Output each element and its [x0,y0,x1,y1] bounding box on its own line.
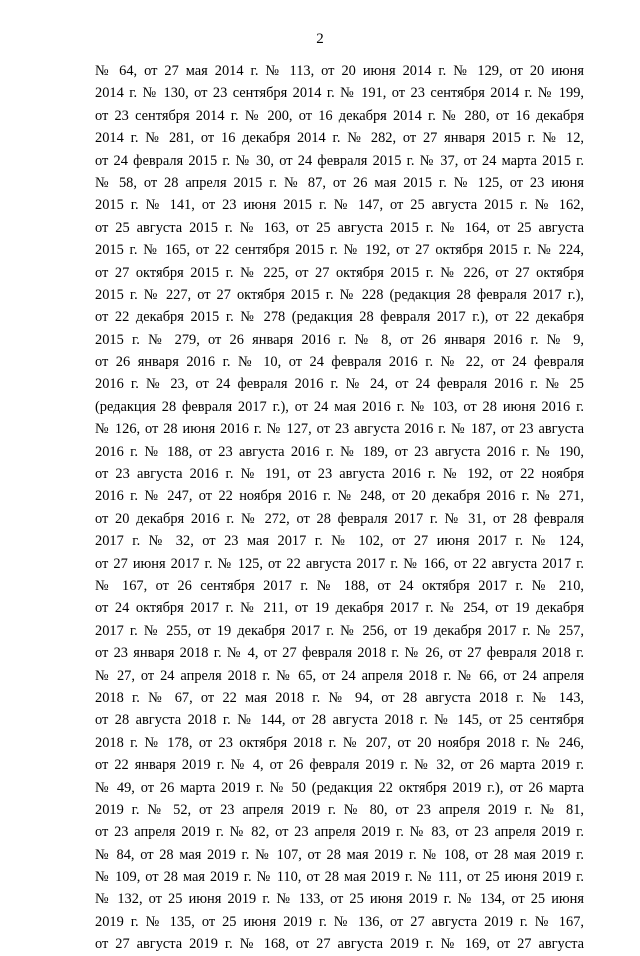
page-number: 2 [316,31,324,47]
text-line: от 27 июня 2017 г. № 125, от 22 августа 2017 г. № 166, от 22 августа 2017 г. [95,555,584,572]
text-line: № 49, от 26 марта 2019 г. № 50 (редакция 22 октября 2019 г.), от 26 марта [95,779,584,796]
text-line: 2015 г. № 279, от 26 января 2016 г. № 8, от 26 января 2016 г. № 9, [95,331,584,348]
text-line: от 23 сентября 2014 г. № 200, от 16 декабря 2014 г. № 280, от 16 декабря [95,107,584,124]
document-body [95,60,584,956]
text-line: 2016 г. № 247, от 22 ноября 2016 г. № 248, от 20 декабря 2016 г. № 271, [95,488,584,505]
text-line: от 20 декабря 2016 г. № 272, от 28 февраля 2017 г. № 31, от 28 февраля [95,510,584,527]
text-line: от 26 января 2016 г. № 10, от 24 февраля 2016 г. № 22, от 24 февраля [95,354,584,371]
text-line: (редакция 28 февраля 2017 г.), от 24 мая 2016 г. № 103, от 28 июня 2016 г. [95,398,584,415]
text-line: от 23 апреля 2019 г. № 82, от 23 апреля 2019 г. № 83, от 23 апреля 2019 г. [95,824,584,841]
text-line: от 24 февраля 2015 г. № 30, от 24 февраля 2015 г. № 37, от 24 марта 2015 г. [95,152,584,169]
text-line: от 22 января 2019 г. № 4, от 26 февраля 2019 г. № 32, от 26 марта 2019 г. [95,757,584,774]
text-line: 2015 г. № 165, от 22 сентября 2015 г. № 192, от 27 октября 2015 г. № 224, [95,242,584,259]
text-line: от 23 января 2018 г. № 4, от 27 февраля 2018 г. № 26, от 27 февраля 2018 г. [95,645,584,662]
text-line: 2014 г. № 130, от 23 сентября 2014 г. № 191, от 23 сентября 2014 г. № 199, [95,85,584,102]
text-line: 2018 г. № 178, от 23 октября 2018 г. № 207, от 20 ноября 2018 г. № 246, [95,734,584,751]
text-line: 2016 г. № 23, от 24 февраля 2016 г. № 24, от 24 февраля 2016 г. № 25 [95,376,584,393]
text-line: 2019 г. № 52, от 23 апреля 2019 г. № 80, от 23 апреля 2019 г. № 81, [95,801,584,818]
text-line: 2014 г. № 281, от 16 декабря 2014 г. № 282, от 27 января 2015 г. № 12, [95,130,584,147]
text-line: № 167, от 26 сентября 2017 г. № 188, от 24 октября 2017 г. № 210, [95,577,584,594]
text-line: № 58, от 28 апреля 2015 г. № 87, от 26 мая 2015 г. № 125, от 23 июня [95,174,584,191]
text-line: 2019 г. № 135, от 25 июня 2019 г. № 136, от 27 августа 2019 г. № 167, [95,913,584,930]
text-line: от 28 августа 2018 г. № 144, от 28 августа 2018 г. № 145, от 25 сентября [95,712,584,729]
text-line: № 27, от 24 апреля 2018 г. № 65, от 24 апреля 2018 г. № 66, от 24 апреля [95,667,584,684]
text-line: 2016 г. № 188, от 23 августа 2016 г. № 189, от 23 августа 2016 г. № 190, [95,443,584,460]
text-line: от 27 августа 2019 г. № 168, от 27 августа 2019 г. № 169, от 27 августа [95,936,584,953]
text-line: 2015 г. № 141, от 23 июня 2015 г. № 147, от 25 августа 2015 г. № 162, [95,197,584,214]
text-line: от 23 августа 2016 г. № 191, от 23 августа 2016 г. № 192, от 22 ноября [95,466,584,483]
text-line: 2017 г. № 255, от 19 декабря 2017 г. № 256, от 19 декабря 2017 г. № 257, [95,622,584,639]
text-line: от 25 августа 2015 г. № 163, от 25 августа 2015 г. № 164, от 25 августа [95,219,584,236]
text-line: 2018 г. № 67, от 22 мая 2018 г. № 94, от 28 августа 2018 г. № 143, [95,689,584,706]
text-line: № 64, от 27 мая 2014 г. № 113, от 20 июня 2014 г. № 129, от 20 июня [95,63,584,79]
text-line: № 126, от 28 июня 2016 г. № 127, от 23 августа 2016 г. № 187, от 23 августа [95,421,584,438]
text-line: от 24 октября 2017 г. № 211, от 19 декабря 2017 г. № 254, от 19 декабря [95,600,584,617]
text-line: 2017 г. № 32, от 23 мая 2017 г. № 102, от 27 июня 2017 г. № 124, [95,533,584,550]
text-line: 2015 г. № 227, от 27 октября 2015 г. № 228 (редакция 28 февраля 2017 г.), [95,286,584,303]
text-line: № 109, от 28 мая 2019 г. № 110, от 28 мая 2019 г. № 111, от 25 июня 2019 г. [95,869,584,886]
text-line: № 132, от 25 июня 2019 г. № 133, от 25 июня 2019 г. № 134, от 25 июня [95,891,584,908]
text-line: от 27 октября 2015 г. № 225, от 27 октября 2015 г. № 226, от 27 октября [95,264,584,281]
text-line: № 84, от 28 мая 2019 г. № 107, от 28 мая 2019 г. № 108, от 28 мая 2019 г. [95,846,584,863]
text-line: от 22 декабря 2015 г. № 278 (редакция 28 февраля 2017 г.), от 22 декабря [95,309,584,326]
